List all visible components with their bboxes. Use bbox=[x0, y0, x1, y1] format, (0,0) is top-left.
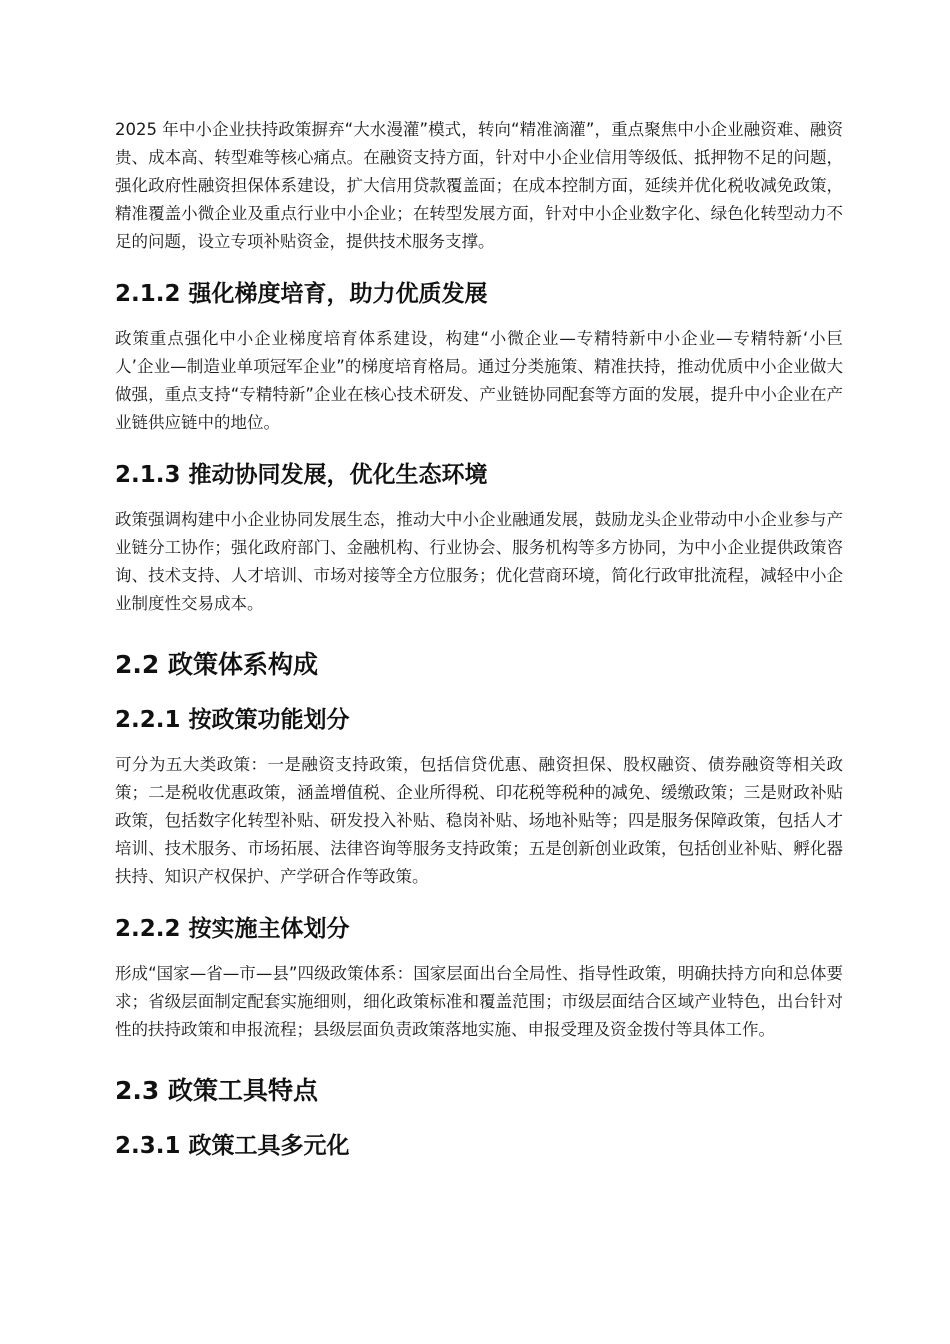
heading-2-2-2: 2.2.2 按实施主体划分 bbox=[115, 916, 350, 942]
heading-2-1-2: 2.1.2 强化梯度培育，助力优质发展 bbox=[115, 281, 488, 307]
paragraph-2-2-2: 形成“国家—省—市—县”四级政策体系：国家层面出台全局性、指导性政策，明确扶持方向和总体要求；省级层面制定配套实施细则，细化政策标准和覆盖范围；市级层面结合区域产业特色，出台针对性的扶持政策和申报流程；县级层面负责政策落地实施、申报受理及资金拨付等具体工作。 bbox=[115, 964, 843, 1039]
heading-2-2-1: 2.2.1 按政策功能划分 bbox=[115, 707, 350, 733]
paragraph-2-2-1: 可分为五大类政策：一是融资支持政策，包括信贷优惠、融资担保、股权融资、债券融资等相关政策；二是税收优惠政策，涵盖增值税、企业所得税、印花税等税种的减免、缓缴政策；三是财政补贴政策，包括数字化转型补贴、研发投入补贴、稳岗补贴、场地补贴等；四是服务保障政策，包括人才培训、技术服务、市场拓展、法律咨询等服务支持政策；五是创新创业政策，包括创业补贴、孵化器扶持、知识产权保护、产学研合作等政策。 bbox=[115, 755, 843, 886]
document-page bbox=[115, 116, 843, 1163]
heading-2-2: 2.2 政策体系构成 bbox=[115, 650, 318, 679]
paragraph-2-1-2: 政策重点强化中小企业梯度培育体系建设，构建“小微企业—专精特新中小企业—专精特新‘小巨人’企业—制造业单项冠军企业”的梯度培育格局。通过分类施策、精准扶持，推动优质中小企业做大做强，重点支持“专精特新”企业在核心技术研发、产业链协同配套等方面的发展，提升中小企业在产业链供应链中的地位。 bbox=[115, 329, 843, 432]
paragraph-2-1-3: 政策强调构建中小企业协同发展生态，推动大中小企业融通发展，鼓励龙头企业带动中小企业参与产业链分工协作；强化政府部门、金融机构、行业协会、服务机构等多方协同，为中小企业提供政策咨询、技术支持、人才培训、市场对接等全方位服务；优化营商环境，简化行政审批流程，减轻中小企业制度性交易成本。 bbox=[115, 510, 843, 613]
heading-2-1-3: 2.1.3 推动协同发展，优化生态环境 bbox=[115, 462, 488, 488]
heading-2-3-1: 2.3.1 政策工具多元化 bbox=[115, 1133, 350, 1159]
heading-2-3: 2.3 政策工具特点 bbox=[115, 1076, 318, 1105]
paragraph-intro: 2025 年中小企业扶持政策摒弃“大水漫灌”模式，转向“精准滴灌”，重点聚焦中小企业融资难、融资贵、成本高、转型难等核心痛点。在融资支持方面，针对中小企业信用等级低、抵押物不足的问题，强化政府性融资担保体系建设，扩大信用贷款覆盖面；在成本控制方面，延续并优化税收减免政策，精准覆盖小微企业及重点行业中小企业；在转型发展方面，针对中小企业数字化、绿色化转型动力不足的问题，设立专项补贴资金，提供技术服务支撑。 bbox=[115, 120, 843, 251]
